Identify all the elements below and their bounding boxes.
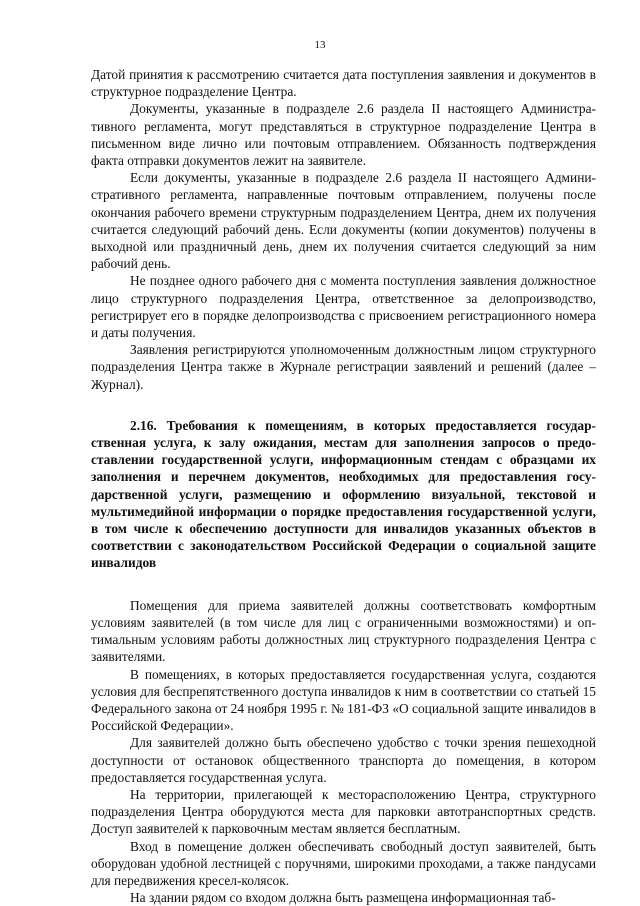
paragraph: Помещения для приема заявителей должны соответствовать комфортным условиям заявителей (в том числе для лиц с ограниченными возможностями) и оптимальным условиям работы должностных лиц структурного подразделения Центра с заявителями.: [91, 597, 596, 665]
paragraph: Вход в помещение должен обеспечивать свободный доступ заявителей, быть оборудован удобной лестницей с поручнями, широкими проходами, а также пандусами для передвижения кресел-колясок.: [91, 838, 596, 888]
paragraph: Датой принятия к рассмотрению считается дата поступления заявления и документов в структурное подразделение Центра.: [91, 67, 596, 100]
spacer: [91, 393, 596, 417]
paragraph: Заявления регистрируются уполномоченным должностным лицом структурного подразделения Центра также в Журнале регистрации заявлений и решений (далее – Журнал).: [91, 342, 596, 392]
page-body: [91, 66, 596, 906]
paragraph: На территории, прилегающей к месторасположению Центра, структурного подразделения Центра оборудуются места для парковки автотранспортных средств. Доступ заявителей к парковочным местам является бесплатным.: [91, 786, 596, 837]
paragraph: Не позднее одного рабочего дня с момента поступления заявления должностное лицо структурного подразделения Центра, ответственное за делопроизводство, регистрирует его в порядке делопроизводства с присвоением регистрационного номера и даты получения.: [91, 273, 596, 341]
paragraph: Для заявителей должно быть обеспечено удобство с точки зрения пешеходной доступности от остановок общественного транспорта до помещения, в котором предоставляется государственная услуга.: [91, 735, 596, 785]
paragraph: В помещениях, в которых предоставляется государственная услуга, создаются условия для беспрепятственного доступа инвалидов к ним в соответствии со статьей 15 Федерального закона от 24 ноября 1995 г. № 181-ФЗ «О социальной защите инвалидов в Российской Федерации».: [91, 666, 596, 734]
paragraph: На здании рядом со входом должна быть размещена информационная таб-: [130, 890, 556, 906]
paragraph: Если документы, указанные в подразделе 2.6 раздела II настоящего Административного регламента, направленные почтовым отправлением, получены после окончания рабочего времени структурным подразделением Центра, днем их получения считается следующий рабочий день. Если документы (копии документов) получены в выходной или праздничный день, днем их получения считается следующий за ним рабочий день.: [91, 170, 596, 272]
section-heading: 2.16. Требования к помещениям, в которых предоставляется государственная услуга, к залу ожидания, местам для заполнения запросов о предоставлении государственной услуги, информационным стендам с образцами их заполнения и перечнем документов, необходимых для предоставления государственной услуги, размещению и оформлению визуальной, текстовой и мультимедийной информации о порядке предоставления государственной услуги, в том числе к обеспечению доступности для инвалидов указанных объектов в соответствии с законодательством Российской Федерации о социальной защите инвалидов: [91, 417, 596, 571]
page-number: 13: [314, 39, 326, 51]
spacer: [91, 572, 596, 597]
paragraph: Документы, указанные в подразделе 2.6 раздела II настоящего Административного регламента, могут представляться в структурное подразделение Центра в письменном виде лично или почтовым отправлением. Обязанность подтверждения факта отправки документов лежит на заявителе.: [91, 101, 596, 169]
